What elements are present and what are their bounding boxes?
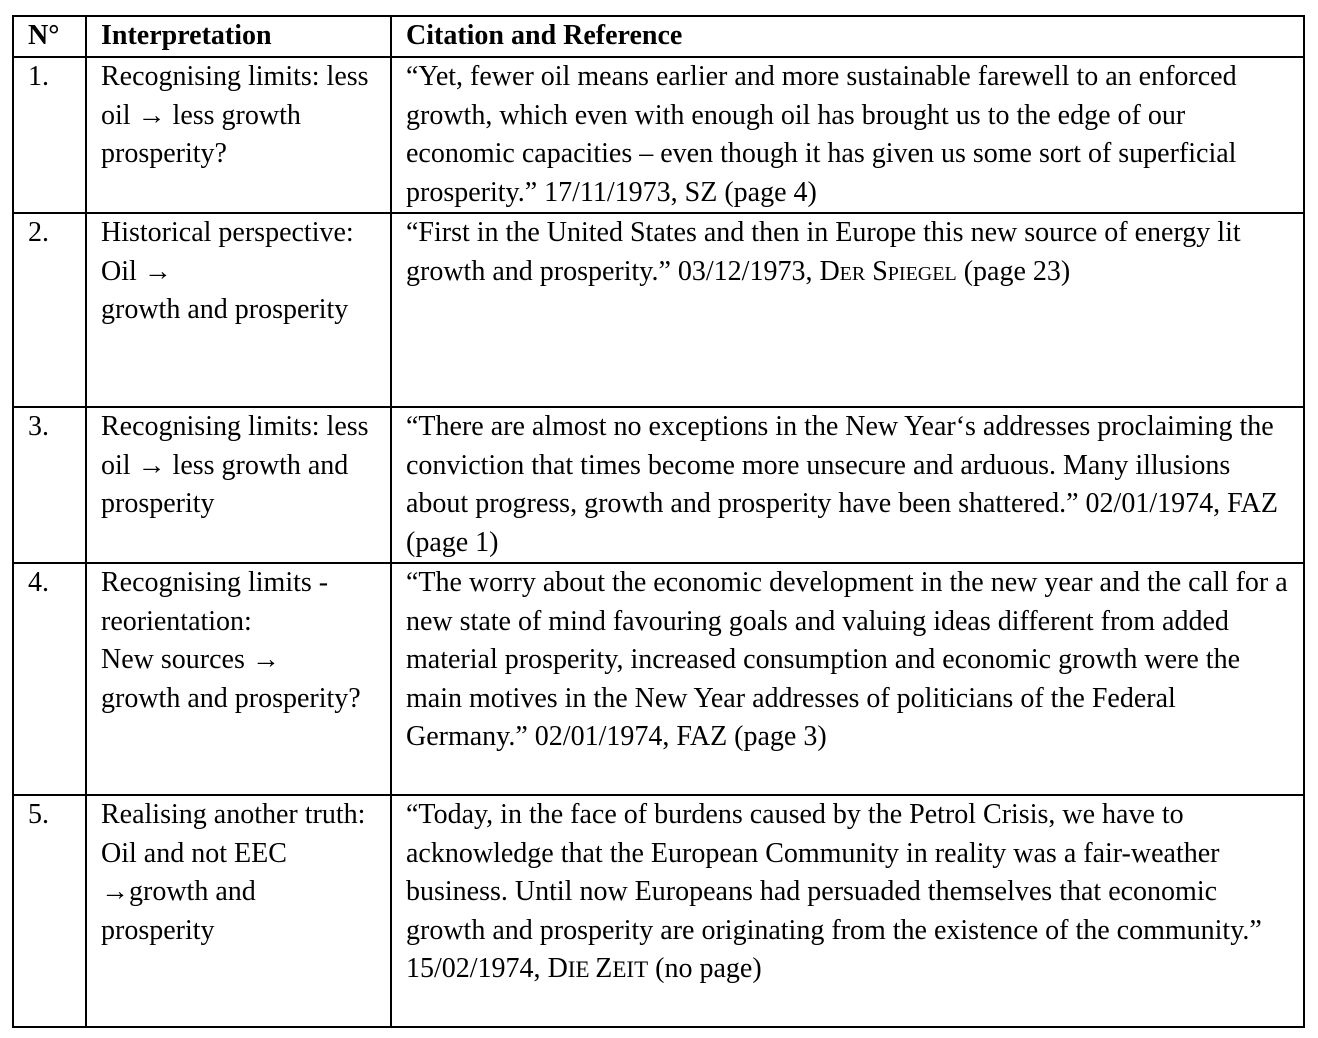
row-number: 2. (13, 213, 86, 407)
citation-source-smallcaps: EIT (612, 957, 649, 982)
citation-text: “First in the United States and then in Europe this new source of energy lit growth and prosperity.” 03/12/1973, (406, 217, 1241, 287)
header-number: N° (13, 16, 86, 57)
citation-source-initial: D (547, 953, 568, 984)
table-row (13, 213, 1304, 407)
citation-table (12, 15, 1305, 1028)
row-interpretation (86, 563, 391, 795)
table-row (13, 407, 1304, 563)
interpretation-line: Realising another truth: (101, 799, 366, 830)
citation-page: (no page) (648, 953, 762, 984)
row-citation (391, 795, 1304, 1027)
interpretation-line: growth and prosperity (101, 294, 349, 325)
header-interpretation: Interpretation (86, 16, 391, 57)
row-citation (391, 213, 1304, 407)
citation-source-smallcaps: IE (567, 957, 596, 982)
row-citation: “The worry about the economic development in the new year and the call for a new state of mind favouring goals and valuing ideas different from added material prosperity, increased consumption and economic growth were the main motives in the New Year addresses of politicians of the Federal Germany.” 02/01/1974, FAZ (page 3) (391, 563, 1304, 795)
row-interpretation (86, 795, 391, 1027)
row-interpretation: Recognising limits: less oil → less growth and prosperity (86, 407, 391, 563)
header-citation: Citation and Reference (391, 16, 1304, 57)
citation-page: (page 23) (956, 255, 1071, 287)
row-citation: “There are almost no exceptions in the New Year‘s addresses proclaiming the conviction that times become more unsecure and arduous. Many illusions about progress, growth and prosperity have been shattered.” 02/01/1974, FAZ (page 1) (391, 407, 1304, 563)
row-number: 1. (13, 57, 86, 213)
interpretation-line: growth and prosperity? (101, 682, 361, 714)
header-row (13, 16, 1304, 57)
row-interpretation (86, 213, 391, 407)
table-row (13, 563, 1304, 795)
interpretation-line: Historical perspective: (101, 217, 354, 248)
interpretation-line: →growth and prosperity (101, 876, 256, 946)
row-citation: “Yet, fewer oil means earlier and more sustainable farewell to an enforced growth, which even with enough oil has brought us to the edge of our economic capacities – even though it has given us some sort of superficial prosperity.” 17/11/1973, SZ (page 4) (391, 57, 1304, 213)
interpretation-line: Oil and not EEC (101, 837, 287, 869)
interpretation-line: Oil → (101, 255, 172, 287)
interpretation-line: New sources → (101, 644, 280, 675)
citation-source-initial: Z (595, 953, 613, 984)
citation-text: “Today, in the face of burdens caused by the Petrol Crisis, we have to acknowledge that the European Community in reality was a fair-weather business. Until now Europeans had persuaded themselves that economic growth and prosperity are originating from the existence of the community.” 15/02/1974, (406, 799, 1262, 984)
citation-source: Der Spiegel (819, 255, 957, 287)
row-interpretation: Recognising limits: less oil → less growth prosperity? (86, 57, 391, 213)
row-number: 3. (13, 407, 86, 563)
table-row (13, 57, 1304, 213)
row-number: 4. (13, 563, 86, 795)
table-row (13, 795, 1304, 1027)
row-number: 5. (13, 795, 86, 1027)
interpretation-line: Recognising limits - reorientation: (101, 567, 329, 637)
